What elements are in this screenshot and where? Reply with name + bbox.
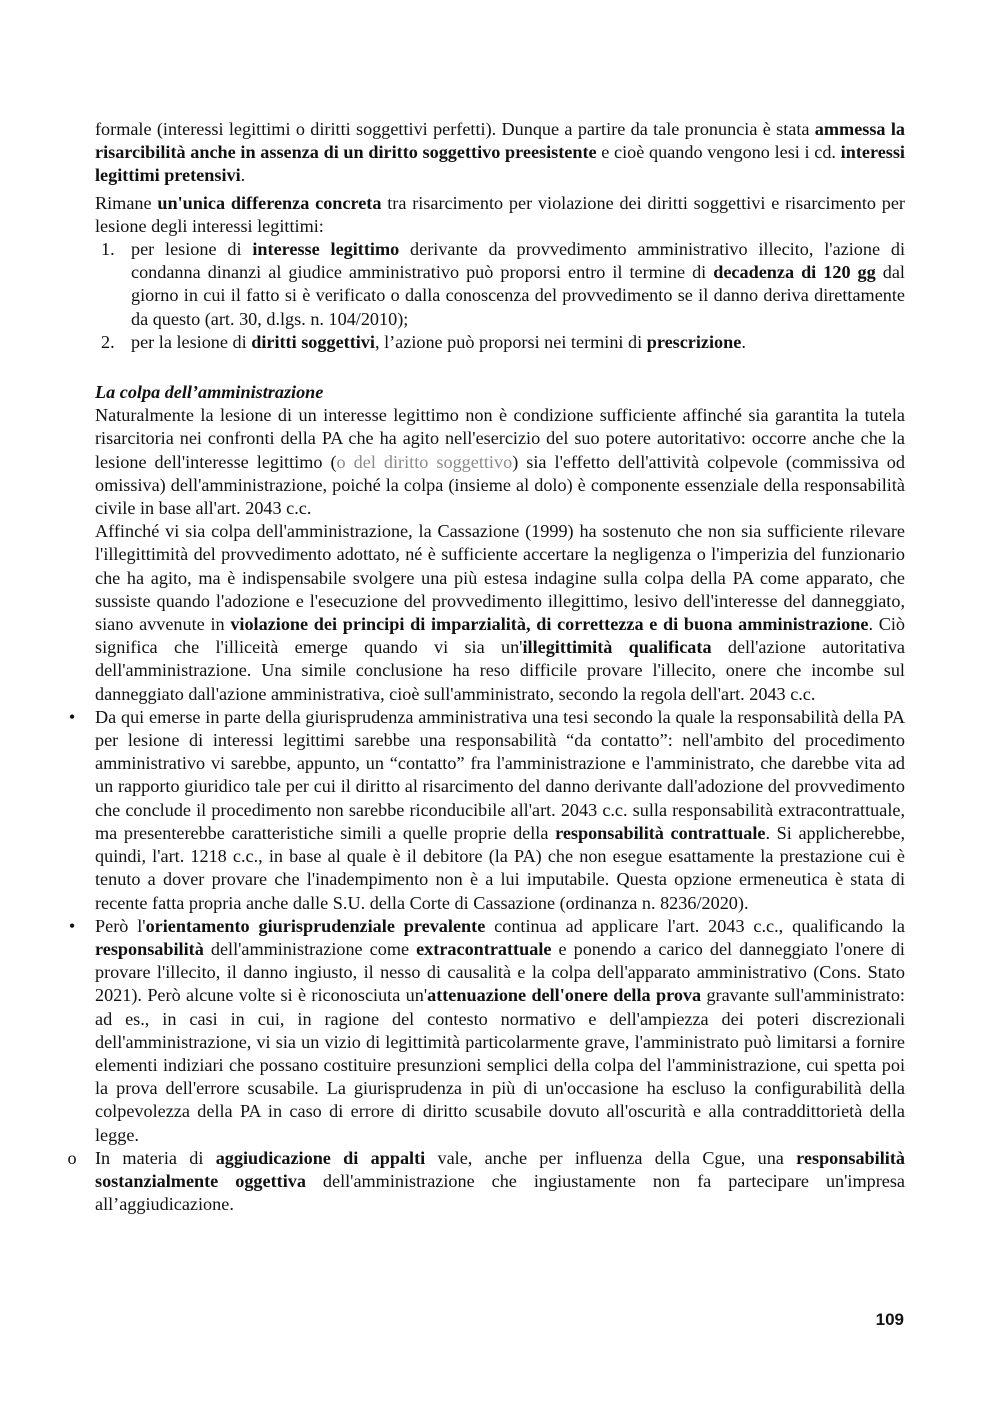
text: . bbox=[741, 331, 746, 352]
text: Affinché vi sia colpa dell'amministrazione, la Cassazione (1999) ha sostenuto che non sia sufficiente rilevare l'illegittimità del provvedimento adottato, né è sufficiente accertare la negligenza o l'imperizia del funzionario che ha agito, ma è indispensabile svolgere una più estesa indagine sulla colpa della PA come apparato, che sussiste quando l'adozione e l'esecuzione del provvedimento illegittimo, lesivo dell'interesse del danneggiato, siano avvenute in bbox=[95, 521, 905, 635]
bold-text: un'unica differenza concreta bbox=[157, 192, 382, 213]
list-item bbox=[95, 238, 905, 331]
text: tra risarcimento per violazione dei diritti soggettivi e risarcimento per lesione degli interessi legittimi: bbox=[95, 192, 905, 236]
bold-text: illegittimità qualificata bbox=[522, 637, 712, 658]
text: e ponendo a carico del danneggiato l'onere di provare l'illecito, il danno ingiusto, il nesso di causalità e la colpa dell'apparato amministrativo (Cons. Stato 2021). Però alcune volte si è riconosciuta un' bbox=[95, 938, 905, 1006]
paragraph-colpa bbox=[95, 404, 905, 520]
bold-text: responsabilità sostanzialmente oggettiva bbox=[95, 1147, 905, 1191]
text: vale, anche per influenza della Cgue, una bbox=[425, 1147, 797, 1168]
document-page bbox=[67, 118, 906, 1216]
text: Da qui emerse in parte della giurisprudenza amministrativa una tesi secondo la quale la responsabilità della PA per lesione di interessi legittimi sarebbe una responsabilità “da contatto”: nell'ambito del procedimento amministrativo vi sarebbe, appunto, un “contatto” fra l'amministrazione e l'amministrato, che darebbe vita ad un rapporto giuridico tale per cui il diritto al risarcimento del danno derivante dall'adozione del provvedimento che conclude il procedimento non sarebbe riconducibile all'art. 2043 c.c. sulla responsabilità extracontrattuale, ma presenterebbe caratteristiche simili a quelle proprie della bbox=[95, 706, 905, 843]
bold-text: orientamento giurisprudenziale prevalente bbox=[145, 915, 486, 936]
bold-text: decadenza di 120 gg bbox=[713, 262, 876, 283]
text: e cioè quando vengono lesi i cd. bbox=[596, 142, 841, 163]
bold-text: responsabilità contrattuale bbox=[555, 822, 766, 843]
text: dell'azione autoritativa dell'amministrazione. Una simile conclusione ha reso difficile provare l'illecito, onere che incombe sul danneggiato dall'azione amministrativa, cioè sull'amministrato, secondo la regola dell'art. 2043 c.c. bbox=[95, 637, 905, 704]
text: gravante sull'amministrato: ad es., in casi in cui, in ragione del contesto normativo e dell'ampiezza dei poteri discrezionali dell'amministrazione, vi sia un vizio di legittimità particolarmente grave, l'amministrato può limitarsi a fornire elementi indiziari che possano costituire presunzioni semplici della colpa del l'amministrazione, cui spetta poi la prova dell'errore scusabile. La giurisprudenza in più di un'occasione ha escluso la configurabilità della colpevolezza della PA in caso di errore di diritto scusabile dovuto all'oscurità e alla contraddittorietà della legge. bbox=[95, 985, 905, 1145]
bullet-item bbox=[68, 706, 906, 915]
text: per lesione di bbox=[131, 239, 253, 260]
text: , l’azione può proporsi nei termini di bbox=[374, 331, 647, 352]
text: . Ciò significa che l'illiceità emerge quando vi sia un' bbox=[95, 614, 906, 658]
bold-text: prescrizione bbox=[646, 331, 742, 352]
section-heading: La colpa dell’amministrazione bbox=[95, 382, 324, 403]
text: formale (interessi legittimi o diritti soggettivi perfetti). Dunque a partire da tale pronuncia è stata bbox=[95, 119, 815, 139]
grey-text: o del diritto soggettivo bbox=[336, 451, 513, 472]
text: continua ad applicare l'art. 2043 c.c., qualificando la bbox=[485, 915, 906, 936]
bold-text: extracontrattuale bbox=[416, 938, 552, 959]
bold-text: ammessa la risarcibilità anche in assenza di un diritto soggettivo preesistente bbox=[95, 119, 905, 163]
bold-text: aggiudicazione di appalti bbox=[215, 1147, 426, 1168]
bold-text: responsabilità bbox=[95, 938, 204, 959]
bullet-item bbox=[67, 1147, 905, 1217]
text: dell'amministrazione che ingiustamente non fa partecipare un'impresa all’aggiudicazione. bbox=[95, 1170, 905, 1215]
text: derivante da provvedimento amministrativo illecito, l'azione di condanna dinanzi al giudice amministrativo può proporsi entro il termine di bbox=[131, 239, 906, 283]
bullet-item bbox=[68, 915, 906, 1147]
list-marker: 1. bbox=[101, 239, 115, 260]
text: dal giorno in cui il fatto si è verificato o dalla conoscenza del provvedimento se il danno deriva direttamente da questo (art. 30, d.lgs. n. 104/2010); bbox=[131, 262, 905, 329]
bold-text: diritti soggettivi bbox=[251, 331, 375, 352]
text: . Si applicherebbe, quindi, l'art. 1218 c.c., in base al quale è il debitore (la PA) che non esegue esattamente la prestazione cui è tenuto a dover provare che l'inadempimento non è a lui imputabile. Questa opzione ermeneutica è stata di recente fatta propria anche dalle S.U. della Corte di Cassazione (ordinanza n. 8236/2020). bbox=[95, 822, 906, 913]
bullet-list bbox=[67, 706, 906, 1216]
text: Naturalmente la lesione di un interesse legittimo non è condizione sufficiente affinché sia garantita la tutela risarcitoria nei confronti della PA che ha agito nell'esercizio del suo potere autoritativo: occorre anche che la lesione dell'interesse legittimo ( bbox=[95, 405, 905, 472]
text: per la lesione di bbox=[131, 331, 252, 352]
text: ) sia l'effetto dell'attività colpevole (commissiva od omissiva) dell'amministrazione, poiché la colpa (insieme al dolo) è componente essenziale della responsabilità civile in base all'art. 2043 c.c. bbox=[95, 451, 905, 519]
numbered-list bbox=[95, 238, 905, 354]
list-marker: 2. bbox=[101, 331, 115, 352]
paragraph-intro bbox=[95, 118, 905, 188]
bullet-marker: • bbox=[68, 915, 76, 936]
text: Però l' bbox=[95, 915, 146, 936]
text: . bbox=[240, 165, 246, 186]
text: In materia di bbox=[95, 1147, 216, 1168]
list-item bbox=[95, 331, 905, 354]
text: dell'amministrazione come bbox=[203, 938, 417, 959]
bold-text: interessi legittimi pretensivi bbox=[95, 142, 905, 186]
bold-text: violazione dei principi di imparzialità, di correttezza e di buona amministrazione bbox=[230, 614, 869, 635]
page-number: 109 bbox=[875, 1310, 904, 1329]
text: Rimane bbox=[95, 192, 158, 213]
bullet-marker: o bbox=[67, 1147, 77, 1168]
bullet-marker: • bbox=[68, 706, 76, 727]
paragraph-cassazione bbox=[95, 520, 905, 706]
paragraph-differenza bbox=[95, 192, 905, 238]
bold-text: interesse legittimo bbox=[252, 239, 400, 260]
bold-text: attenuazione dell'onere della prova bbox=[427, 985, 702, 1006]
